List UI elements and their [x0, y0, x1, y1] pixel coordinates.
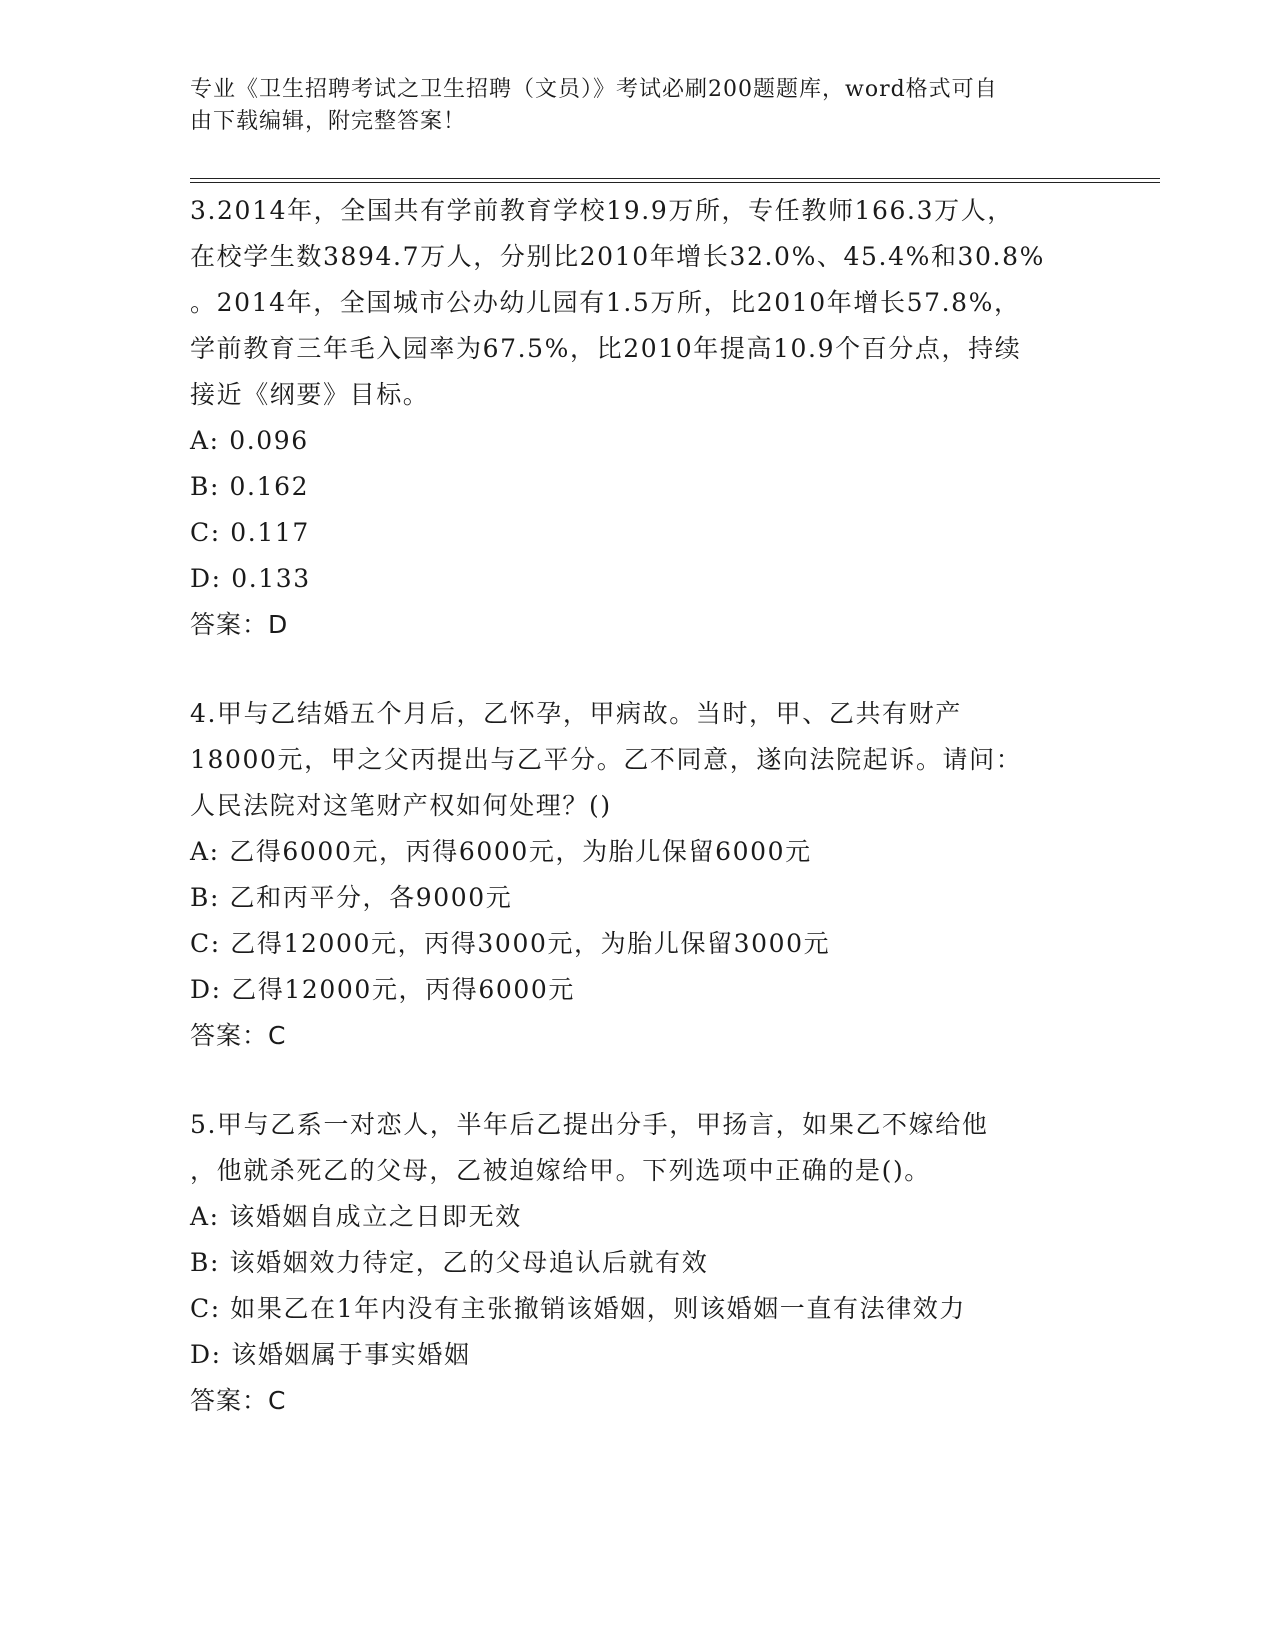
- header-line: 专业《卫生招聘考试之卫生招聘（文员）》考试必刷200题题库，word格式可自: [190, 77, 998, 102]
- question-stem: [190, 691, 1090, 829]
- question-4: [190, 691, 1090, 1059]
- stem-line: 学前教育三年毛入园率为67.5%，比2010年提高10.9个百分点，持续: [190, 334, 1022, 363]
- header-divider: [190, 178, 1160, 183]
- stem-line: ，他就杀死乙的父母，乙被迫嫁给甲。下列选项中正确的是()。: [190, 1156, 931, 1185]
- question-5: [190, 1102, 1090, 1424]
- option-a: A: 该婚姻自成立之日即无效: [190, 1202, 522, 1231]
- document-header: [190, 74, 1090, 138]
- stem-line: 在校学生数3894.7万人，分别比2010年增长32.0%、45.4%和30.8%: [190, 242, 1045, 271]
- answer-label: 答案：D: [190, 610, 289, 639]
- question-stem: [190, 188, 1090, 418]
- stem-line: 。2014年，全国城市公办幼儿园有1.5万所，比2010年增长57.8%，: [190, 288, 1021, 317]
- answer-label: 答案：C: [190, 1386, 287, 1415]
- option-d: D: 乙得12000元，丙得6000元: [190, 975, 575, 1004]
- option-c: C: 如果乙在1年内没有主张撤销该婚姻，则该婚姻一直有法律效力: [190, 1294, 967, 1323]
- question-stem: [190, 1102, 1090, 1194]
- question-3: [190, 188, 1090, 648]
- option-a: A: 乙得6000元，丙得6000元，为胎儿保留6000元: [190, 837, 812, 866]
- stem-line: 接近《纲要》目标。: [190, 380, 430, 409]
- option-a: A: 0.096: [190, 426, 309, 455]
- option-c: C: 乙得12000元，丙得3000元，为胎儿保留3000元: [190, 929, 831, 958]
- stem-line: 18000元，甲之父丙提出与乙平分。乙不同意，遂向法院起诉。请问：: [190, 745, 1023, 774]
- option-d: D: 0.133: [190, 564, 311, 593]
- option-c: C: 0.117: [190, 518, 310, 547]
- option-b: B: 乙和丙平分，各9000元: [190, 883, 513, 912]
- header-line: 由下载编辑，附完整答案！: [190, 109, 467, 134]
- option-b: B: 该婚姻效力待定，乙的父母追认后就有效: [190, 1248, 709, 1277]
- option-b: B: 0.162: [190, 472, 310, 501]
- stem-line: 5.甲与乙系一对恋人，半年后乙提出分手，甲扬言，如果乙不嫁给他: [190, 1110, 989, 1139]
- stem-line: 人民法院对这笔财产权如何处理？(): [190, 791, 612, 820]
- stem-line: 4.甲与乙结婚五个月后，乙怀孕，甲病故。当时，甲、乙共有财产: [190, 699, 962, 728]
- answer-label: 答案：C: [190, 1021, 287, 1050]
- stem-line: 3.2014年，全国共有学前教育学校19.9万所，专任教师166.3万人，: [190, 196, 1014, 225]
- option-d: D: 该婚姻属于事实婚姻: [190, 1340, 471, 1369]
- question-list: [190, 188, 1090, 1467]
